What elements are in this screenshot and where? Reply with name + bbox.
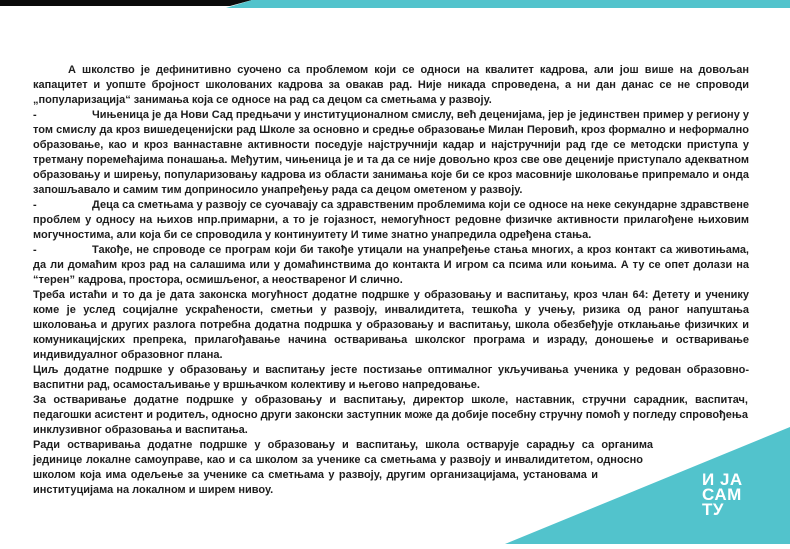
dash-marker: -	[33, 109, 37, 121]
body-text	[33, 63, 749, 513]
text-wrap-spacer	[583, 483, 749, 498]
top-black-bar	[0, 0, 252, 6]
paragraph-school-cooperation: Ради остваривања додатне подршке у образовању и васпитању, школа остварује сарадњу са органима јединице локалне самоуправе, као и са школом за ученике са сметњама у развоју и инвалидитетом, односно школом која има одељење за ученике са сметњама у развоју, другим организацијама, установама и институцијама на локалном и ширем нивоу.	[33, 439, 653, 496]
text-wrap-spacer	[653, 438, 749, 453]
paragraph-novi-sad-fact: - Чињеница је да Нови Сад предњачи у институционалном смислу, већ деценијама, јер је јединствен пример у региону у том смислу да кроз вишедеценијски рад Школе за основно и средње образовање Милан Перовић, кроз формално и неформално образовање, као и кроз ваннаставне активности поседује најстручнији кадар и најстручнији рад где се методски приступа у третману поремећајима понашања. Међутим, чињеница је и та да се није довољно кроз све ове деценије приступало адекватном образовању и ширењу, популаризовању кадрова из области занимања које би се кроз масовније школовање припремало и онда запошљавало и самим тим доприносило унапређењу рада са децом ометеном у развоју.	[33, 109, 749, 196]
top-teal-bar	[226, 0, 790, 8]
dash-marker: -	[33, 199, 37, 211]
paragraph-professional-help: За остваривање додатне подршке у образовању и васпитању, директор школе, наставник, стручни сарадник, васпитач, педагошки асистент и родитељ, односно други законски заступник може да добије посебну стручну помоћ у погледу спровођења инклузивног образовања и васпитања.	[33, 393, 749, 438]
paragraph-children-health: - Деца са сметњама у развоју се суочавају са здравственим проблемима који се односе на неке секундарне здравствене проблем у односу на њихов нпр.примарни, а то је гојазност, немогућност редовне физичке активности прилагођене њиховим могучностима, али која би се спроводила у континуитету И тиме знатно унапредила одређена стања.	[33, 199, 749, 241]
text-wrap-spacer	[643, 453, 749, 468]
text-wrap-spacer	[687, 423, 749, 438]
paragraph-support-goal: Циљ додатне подршке у образовању и васпитању јесте постизање оптималног укључивања ученика у редован образовно-васпитни рад, осамостаљивање у вршњачком колективу и његово напредовање.	[33, 364, 749, 391]
paragraph-animal-programs: - Такође, не спроводе се програм који би такође утицали на унапређење стања многих, а кроз контакт са животињама, да ли домаћим кроз рад на салашима или у домаћинствима до контакта И игром са псима или коњима. А ту се опет долази на “терен” кадрова, простора, осмишљеног, а неоствареног И слично.	[33, 244, 749, 286]
logo-line-3: ТУ	[702, 500, 724, 519]
paragraph-legal-support-clan-64: Треба истаћи и то да је дата законска могућност додатне подршке у образовању и васпитању, кроз члан 64: Детету и ученику коме је услед социјалне ускраћености, сметњи у развоју, инвалидитета, тешкоћа у учењу, ризика од раног напуштања школовања и других разлога потребна додатна подршка у образовању и васпитању, школа обезбеђује отклањање физичких и комуникацијских препрека, прилагођавање начина остваривања школског програма и израду, доношење и остваривање индивидуалног образовног плана.	[33, 289, 749, 361]
logo-line-1: И ЈА	[702, 470, 743, 489]
logo-line-2: САМ	[702, 485, 742, 504]
dash-marker: -	[33, 244, 37, 256]
text-wrap-spacer	[748, 393, 749, 423]
text-wrap-spacer	[544, 498, 749, 513]
text-wrap-spacer	[598, 468, 749, 483]
paragraph-schooling-problem: А школство је дефинитивно суочено са проблемом који се односи на квалитет кадрова, али још више на довољан капацитет и уопште бројност школованих кадрова за овакав рад. Није никада спроведена, а ни дан данас се не спроводи „популаризација“ занимања која се односе на рад са децом са сметњама у развоју.	[33, 64, 749, 106]
